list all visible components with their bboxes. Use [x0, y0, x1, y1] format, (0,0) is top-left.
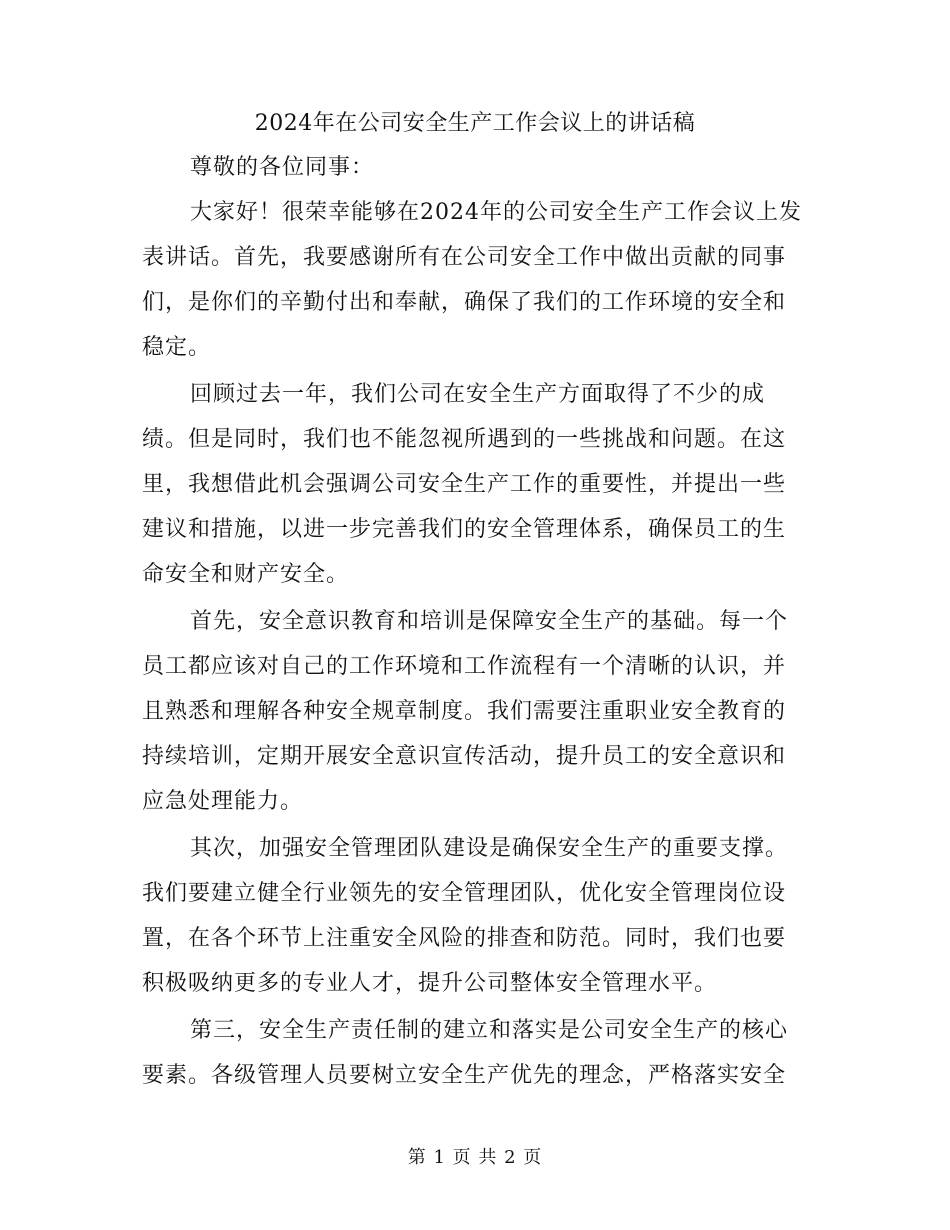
paragraph-line: 我们要建立健全行业领先的安全管理团队，优化安全管理岗位设 — [142, 881, 787, 906]
paragraph-line: 命安全和财产安全。 — [142, 562, 350, 587]
paragraph-line: 首先，安全意识教育和培训是保障安全生产的基础。每一个 — [190, 609, 789, 634]
paragraph-line: 稳定。 — [142, 335, 212, 360]
paragraph-line: 置，在各个环节上注重安全风险的排查和防范。同时，我们也要 — [142, 926, 787, 951]
paragraph-line: 绩。但是同时，我们也不能忽视所遇到的一些挑战和问题。在这 — [142, 427, 787, 452]
paragraph-line: 里，我想借此机会强调公司安全生产工作的重要性，并提出一些 — [142, 472, 787, 497]
paragraph-line: 应急处理能力。 — [142, 789, 304, 814]
paragraph-line: 其次，加强安全管理团队建设是确保安全生产的重要支撑。 — [190, 836, 789, 861]
paragraph-line: 表讲话。首先，我要感谢所有在公司安全工作中做出贡献的同事 — [142, 245, 787, 270]
paragraph-line: 积极吸纳更多的专业人才，提升公司整体安全管理水平。 — [142, 971, 718, 996]
greeting-line: 尊敬的各位同事： — [190, 155, 375, 180]
paragraph-line: 大家好！很荣幸能够在2024年的公司安全生产工作会议上发 — [190, 200, 802, 225]
paragraph-line: 们，是你们的辛勤付出和奉献，确保了我们的工作环境的安全和 — [142, 290, 787, 315]
document-title: 2024年在公司安全生产工作会议上的讲话稿 — [254, 111, 696, 136]
paragraph-line: 持续培训，定期开展安全意识宣传活动，提升员工的安全意识和 — [142, 744, 787, 769]
page-number: 第 1 页 共 2 页 — [407, 1147, 543, 1168]
paragraph-line: 第三，安全生产责任制的建立和落实是公司安全生产的核心 — [190, 1018, 789, 1043]
paragraph-line: 回顾过去一年，我们公司在安全生产方面取得了不少的成 — [190, 382, 766, 407]
paragraph-line: 员工都应该对自己的工作环境和工作流程有一个清晰的认识，并 — [142, 654, 787, 679]
paragraph-line: 且熟悉和理解各种安全规章制度。我们需要注重职业安全教育的 — [142, 699, 787, 724]
paragraph-line: 要素。各级管理人员要树立安全生产优先的理念，严格落实安全 — [142, 1063, 787, 1088]
paragraph-line: 建议和措施，以进一步完善我们的安全管理体系，确保员工的生 — [142, 517, 787, 542]
